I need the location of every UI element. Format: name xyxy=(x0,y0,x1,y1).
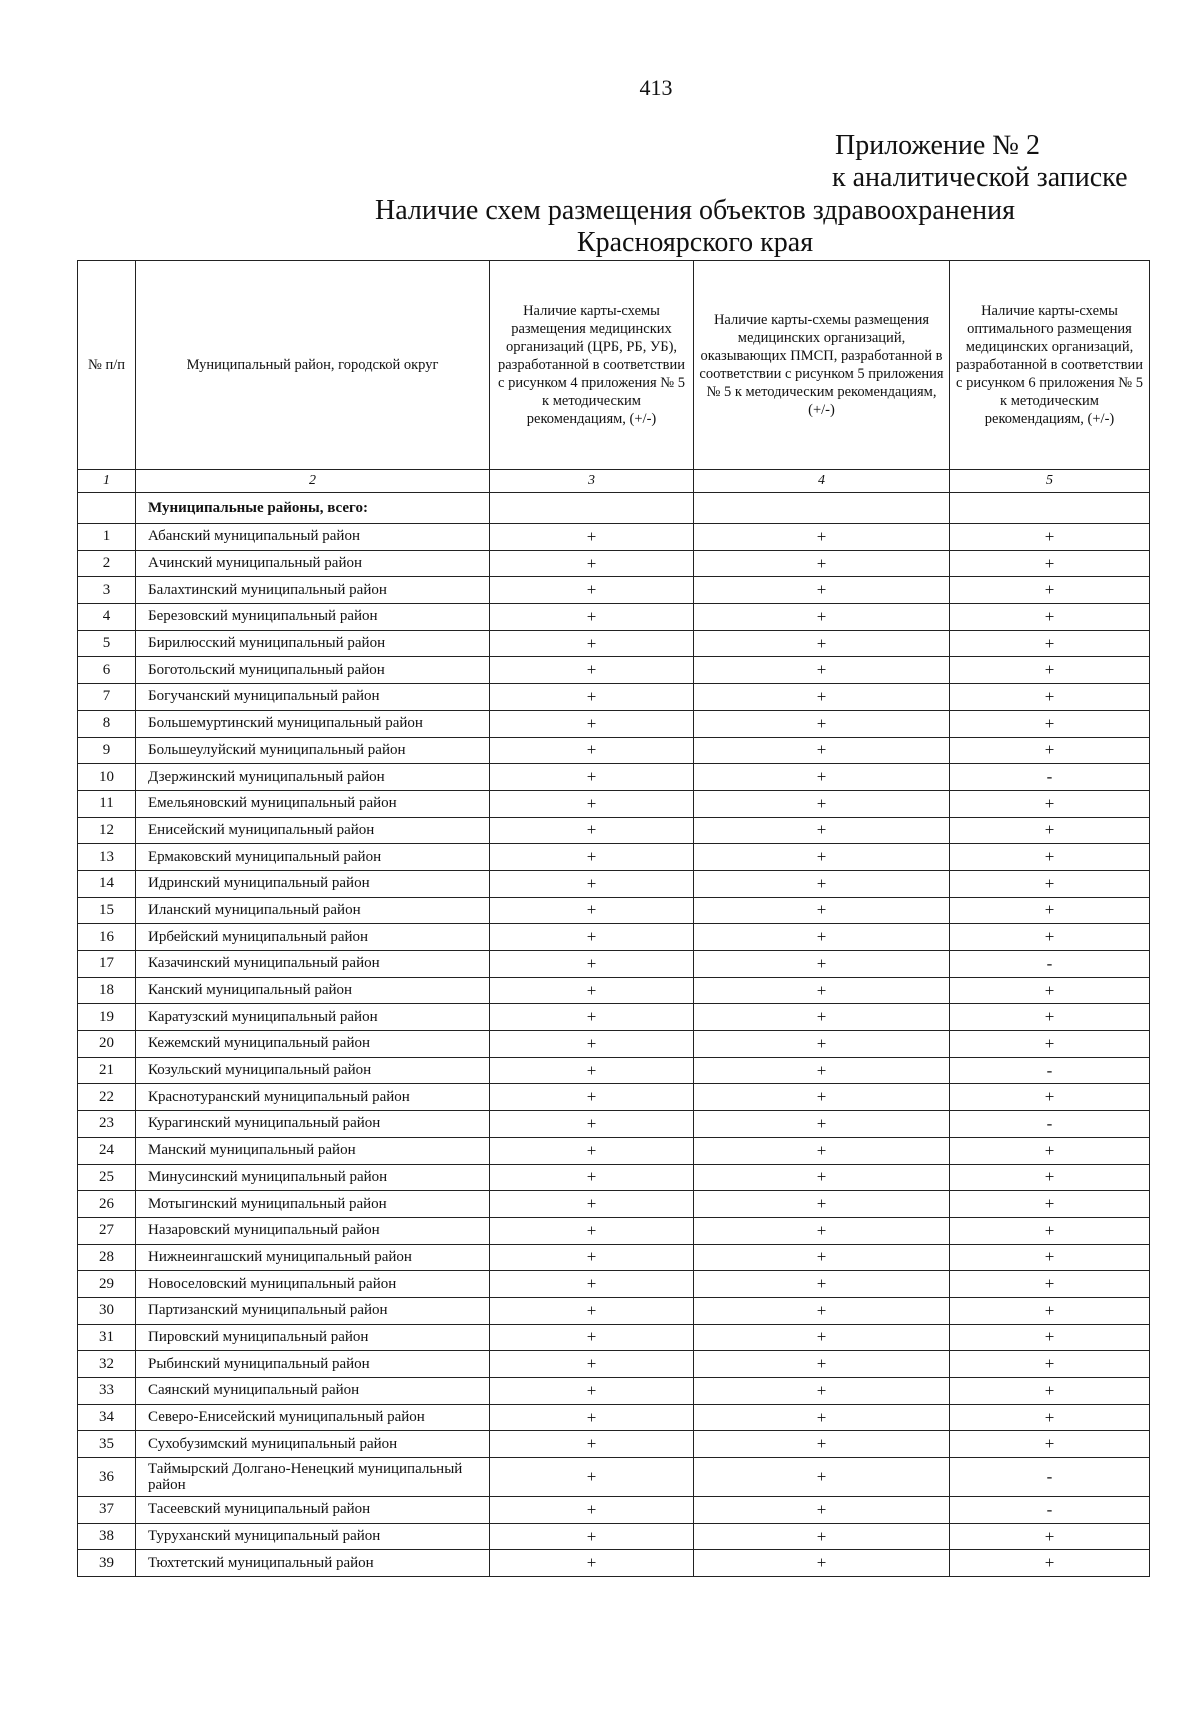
map-scheme-crb-status: + xyxy=(490,1057,694,1084)
appendix-number: Приложение № 2 xyxy=(835,130,1040,161)
municipality-name: Назаровский муниципальный район xyxy=(136,1217,490,1244)
map-scheme-optimal-status: + xyxy=(950,1244,1150,1271)
table-row xyxy=(78,604,1150,631)
table-row xyxy=(78,1191,1150,1218)
table-row xyxy=(78,1244,1150,1271)
map-scheme-pmsp-status: + xyxy=(694,1057,950,1084)
map-scheme-optimal-status: + xyxy=(950,897,1150,924)
column-index: 5 xyxy=(950,470,1150,493)
map-scheme-pmsp-status: + xyxy=(694,897,950,924)
municipality-name: Ермаковский муниципальный район xyxy=(136,844,490,871)
map-scheme-pmsp-status: + xyxy=(694,1378,950,1405)
map-scheme-crb-status: + xyxy=(490,737,694,764)
municipality-name: Козульский муниципальный район xyxy=(136,1057,490,1084)
map-scheme-optimal-status: - xyxy=(950,1111,1150,1138)
row-number: 3 xyxy=(78,577,136,604)
map-scheme-pmsp-status: + xyxy=(694,1111,950,1138)
map-scheme-crb-status: + xyxy=(490,764,694,791)
table-row xyxy=(78,1550,1150,1577)
table-row xyxy=(78,1111,1150,1138)
data-table xyxy=(77,260,1150,1577)
map-scheme-pmsp-status: + xyxy=(694,1137,950,1164)
map-scheme-pmsp-status: + xyxy=(694,1217,950,1244)
municipality-name: Абанский муниципальный район xyxy=(136,524,490,551)
row-number: 15 xyxy=(78,897,136,924)
map-scheme-pmsp-status: + xyxy=(694,1523,950,1550)
map-scheme-crb-status: + xyxy=(490,1458,694,1497)
map-scheme-optimal-status: + xyxy=(950,1324,1150,1351)
municipality-name: Боготольский муниципальный район xyxy=(136,657,490,684)
map-scheme-pmsp-status: + xyxy=(694,1404,950,1431)
row-number: 13 xyxy=(78,844,136,871)
map-scheme-pmsp-status: + xyxy=(694,951,950,978)
map-scheme-crb-status: + xyxy=(490,817,694,844)
map-scheme-optimal-status: + xyxy=(950,1431,1150,1458)
map-scheme-optimal-status: - xyxy=(950,951,1150,978)
municipality-name: Северо-Енисейский муниципальный район xyxy=(136,1404,490,1431)
table-row xyxy=(78,977,1150,1004)
table-row xyxy=(78,1004,1150,1031)
table-row xyxy=(78,577,1150,604)
map-scheme-crb-status: + xyxy=(490,870,694,897)
row-number: 30 xyxy=(78,1297,136,1324)
table-row xyxy=(78,924,1150,951)
municipality-name: Сухобузимский муниципальный район xyxy=(136,1431,490,1458)
map-scheme-crb-status: + xyxy=(490,1297,694,1324)
map-scheme-pmsp-status: + xyxy=(694,1324,950,1351)
municipality-name: Туруханский муниципальный район xyxy=(136,1523,490,1550)
municipality-name: Манский муниципальный район xyxy=(136,1137,490,1164)
map-scheme-optimal-status: + xyxy=(950,1404,1150,1431)
map-scheme-pmsp-status: + xyxy=(694,1351,950,1378)
map-scheme-crb-status: + xyxy=(490,1431,694,1458)
map-scheme-pmsp-status: + xyxy=(694,1084,950,1111)
map-scheme-optimal-status: + xyxy=(950,844,1150,871)
map-scheme-crb-status: + xyxy=(490,1137,694,1164)
map-scheme-pmsp-status: + xyxy=(694,1191,950,1218)
municipality-name: Саянский муниципальный район xyxy=(136,1378,490,1405)
table-row xyxy=(78,764,1150,791)
table-row xyxy=(78,1084,1150,1111)
table-row xyxy=(78,1523,1150,1550)
map-scheme-crb-status: + xyxy=(490,1004,694,1031)
map-scheme-optimal-status: + xyxy=(950,550,1150,577)
table-row xyxy=(78,1297,1150,1324)
municipality-name: Нижнеингашский муниципальный район xyxy=(136,1244,490,1271)
map-scheme-optimal-status: + xyxy=(950,1271,1150,1298)
table-row xyxy=(78,790,1150,817)
municipality-name: Таймырский Долгано-Ненецкий муниципальный район xyxy=(136,1458,490,1497)
table-row xyxy=(78,657,1150,684)
row-number: 27 xyxy=(78,1217,136,1244)
municipality-name: Идринский муниципальный район xyxy=(136,870,490,897)
table-row xyxy=(78,817,1150,844)
map-scheme-optimal-status: + xyxy=(950,1004,1150,1031)
map-scheme-crb-status: + xyxy=(490,844,694,871)
map-scheme-crb-status: + xyxy=(490,897,694,924)
map-scheme-crb-status: + xyxy=(490,1378,694,1405)
header-map-scheme-optimal: Наличие карты-схемы оптимального размещения медицинских организаций, разработанной в соответствии с рисунком 6 приложения № 5 к методическим рекомендациям, (+/-) xyxy=(950,261,1150,470)
map-scheme-optimal-status: + xyxy=(950,710,1150,737)
map-scheme-optimal-status: + xyxy=(950,524,1150,551)
table-row xyxy=(78,1458,1150,1497)
map-scheme-pmsp-status: + xyxy=(694,1431,950,1458)
row-number: 24 xyxy=(78,1137,136,1164)
row-number: 34 xyxy=(78,1404,136,1431)
map-scheme-optimal-status: + xyxy=(950,977,1150,1004)
table-row xyxy=(78,951,1150,978)
table-row xyxy=(78,870,1150,897)
map-scheme-optimal-status: + xyxy=(950,924,1150,951)
table-row xyxy=(78,1137,1150,1164)
table-row xyxy=(78,737,1150,764)
table-row xyxy=(78,1431,1150,1458)
row-number: 29 xyxy=(78,1271,136,1298)
row-number: 28 xyxy=(78,1244,136,1271)
map-scheme-pmsp-status: + xyxy=(694,1004,950,1031)
section-empty-cell xyxy=(950,493,1150,524)
map-scheme-optimal-status: + xyxy=(950,790,1150,817)
map-scheme-crb-status: + xyxy=(490,1404,694,1431)
map-scheme-crb-status: + xyxy=(490,951,694,978)
map-scheme-pmsp-status: + xyxy=(694,604,950,631)
row-number: 39 xyxy=(78,1550,136,1577)
map-scheme-crb-status: + xyxy=(490,1031,694,1058)
map-scheme-pmsp-status: + xyxy=(694,844,950,871)
row-number: 17 xyxy=(78,951,136,978)
map-scheme-optimal-status: - xyxy=(950,1458,1150,1497)
row-number: 26 xyxy=(78,1191,136,1218)
municipality-name: Партизанский муниципальный район xyxy=(136,1297,490,1324)
map-scheme-optimal-status: + xyxy=(950,577,1150,604)
table-row xyxy=(78,630,1150,657)
map-scheme-pmsp-status: + xyxy=(694,550,950,577)
row-number: 18 xyxy=(78,977,136,1004)
map-scheme-pmsp-status: + xyxy=(694,657,950,684)
municipality-name: Ирбейский муниципальный район xyxy=(136,924,490,951)
map-scheme-pmsp-status: + xyxy=(694,577,950,604)
map-scheme-optimal-status: + xyxy=(950,1031,1150,1058)
map-scheme-optimal-status: + xyxy=(950,817,1150,844)
map-scheme-crb-status: + xyxy=(490,924,694,951)
map-scheme-optimal-status: - xyxy=(950,1497,1150,1524)
municipality-name: Пировский муниципальный район xyxy=(136,1324,490,1351)
map-scheme-pmsp-status: + xyxy=(694,870,950,897)
map-scheme-optimal-status: + xyxy=(950,684,1150,711)
map-scheme-crb-status: + xyxy=(490,1523,694,1550)
map-scheme-optimal-status: + xyxy=(950,1550,1150,1577)
row-number: 22 xyxy=(78,1084,136,1111)
municipality-name: Березовский муниципальный район xyxy=(136,604,490,631)
map-scheme-pmsp-status: + xyxy=(694,817,950,844)
map-scheme-optimal-status: + xyxy=(950,1297,1150,1324)
column-index: 2 xyxy=(136,470,490,493)
table-row xyxy=(78,1324,1150,1351)
map-scheme-pmsp-status: + xyxy=(694,630,950,657)
municipality-name: Краснотуранский муниципальный район xyxy=(136,1084,490,1111)
row-number: 19 xyxy=(78,1004,136,1031)
map-scheme-crb-status: + xyxy=(490,1191,694,1218)
map-scheme-crb-status: + xyxy=(490,1217,694,1244)
municipality-name: Богучанский муниципальный район xyxy=(136,684,490,711)
map-scheme-crb-status: + xyxy=(490,977,694,1004)
municipality-name: Балахтинский муниципальный район xyxy=(136,577,490,604)
map-scheme-crb-status: + xyxy=(490,1351,694,1378)
municipality-name: Енисейский муниципальный район xyxy=(136,817,490,844)
column-index: 4 xyxy=(694,470,950,493)
map-scheme-optimal-status: - xyxy=(950,764,1150,791)
map-scheme-crb-status: + xyxy=(490,1497,694,1524)
map-scheme-crb-status: + xyxy=(490,657,694,684)
table-row xyxy=(78,1031,1150,1058)
row-number: 25 xyxy=(78,1164,136,1191)
municipality-name: Большеулуйский муниципальный район xyxy=(136,737,490,764)
row-number: 31 xyxy=(78,1324,136,1351)
row-number: 11 xyxy=(78,790,136,817)
map-scheme-crb-status: + xyxy=(490,604,694,631)
section-title: Муниципальные районы, всего: xyxy=(136,493,490,524)
row-number: 21 xyxy=(78,1057,136,1084)
page-number: 413 xyxy=(639,75,673,100)
municipality-name: Казачинский муниципальный район xyxy=(136,951,490,978)
municipality-name: Дзержинский муниципальный район xyxy=(136,764,490,791)
map-scheme-pmsp-status: + xyxy=(694,1164,950,1191)
table-row xyxy=(78,1164,1150,1191)
row-number: 6 xyxy=(78,657,136,684)
table-row xyxy=(78,1404,1150,1431)
row-number: 10 xyxy=(78,764,136,791)
municipality-name: Канский муниципальный район xyxy=(136,977,490,1004)
table-row xyxy=(78,550,1150,577)
column-index-row xyxy=(78,470,1150,493)
row-number: 8 xyxy=(78,710,136,737)
map-scheme-crb-status: + xyxy=(490,1271,694,1298)
row-number: 36 xyxy=(78,1458,136,1497)
header-municipality: Муниципальный район, городской округ xyxy=(136,261,490,470)
map-scheme-crb-status: + xyxy=(490,1550,694,1577)
municipality-name: Большемуртинский муниципальный район xyxy=(136,710,490,737)
table-row xyxy=(78,1217,1150,1244)
municipality-name: Ачинский муниципальный район xyxy=(136,550,490,577)
table-row xyxy=(78,684,1150,711)
header-number: № п/п xyxy=(78,261,136,470)
map-scheme-pmsp-status: + xyxy=(694,1297,950,1324)
map-scheme-pmsp-status: + xyxy=(694,1458,950,1497)
municipality-name: Бирилюсский муниципальный район xyxy=(136,630,490,657)
map-scheme-crb-status: + xyxy=(490,1084,694,1111)
section-empty-cell xyxy=(490,493,694,524)
map-scheme-pmsp-status: + xyxy=(694,1031,950,1058)
map-scheme-pmsp-status: + xyxy=(694,737,950,764)
row-number: 16 xyxy=(78,924,136,951)
map-scheme-optimal-status: + xyxy=(950,1084,1150,1111)
map-scheme-pmsp-status: + xyxy=(694,924,950,951)
map-scheme-optimal-status: + xyxy=(950,1217,1150,1244)
table-row xyxy=(78,710,1150,737)
row-number: 5 xyxy=(78,630,136,657)
row-number: 12 xyxy=(78,817,136,844)
section-empty-cell xyxy=(78,493,136,524)
row-number: 14 xyxy=(78,870,136,897)
map-scheme-optimal-status: + xyxy=(950,604,1150,631)
table-row xyxy=(78,844,1150,871)
row-number: 20 xyxy=(78,1031,136,1058)
map-scheme-pmsp-status: + xyxy=(694,1497,950,1524)
map-scheme-crb-status: + xyxy=(490,1164,694,1191)
map-scheme-optimal-status: + xyxy=(950,1191,1150,1218)
municipality-name: Иланский муниципальный район xyxy=(136,897,490,924)
map-scheme-optimal-status: + xyxy=(950,1351,1150,1378)
map-scheme-pmsp-status: + xyxy=(694,524,950,551)
municipality-name: Каратузский муниципальный район xyxy=(136,1004,490,1031)
column-index: 3 xyxy=(490,470,694,493)
map-scheme-crb-status: + xyxy=(490,524,694,551)
table-row xyxy=(78,1378,1150,1405)
table-row xyxy=(78,524,1150,551)
row-number: 9 xyxy=(78,737,136,764)
header-map-scheme-crb: Наличие карты-схемы размещения медицинских организаций (ЦРБ, РБ, УБ), разработанной в соответствии с рисунком 4 приложения № 5 к методическим рекомендациям, (+/-) xyxy=(490,261,694,470)
map-scheme-crb-status: + xyxy=(490,684,694,711)
map-scheme-pmsp-status: + xyxy=(694,1271,950,1298)
map-scheme-crb-status: + xyxy=(490,790,694,817)
table-row xyxy=(78,1497,1150,1524)
map-scheme-crb-status: + xyxy=(490,710,694,737)
map-scheme-pmsp-status: + xyxy=(694,1244,950,1271)
map-scheme-optimal-status: + xyxy=(950,1378,1150,1405)
map-scheme-pmsp-status: + xyxy=(694,684,950,711)
map-scheme-crb-status: + xyxy=(490,1111,694,1138)
row-number: 32 xyxy=(78,1351,136,1378)
municipality-name: Курагинский муниципальный район xyxy=(136,1111,490,1138)
table-row xyxy=(78,1351,1150,1378)
table-row xyxy=(78,1057,1150,1084)
row-number: 4 xyxy=(78,604,136,631)
municipality-name: Тюхтетский муниципальный район xyxy=(136,1550,490,1577)
row-number: 1 xyxy=(78,524,136,551)
map-scheme-crb-status: + xyxy=(490,550,694,577)
map-scheme-pmsp-status: + xyxy=(694,790,950,817)
map-scheme-optimal-status: + xyxy=(950,870,1150,897)
map-scheme-optimal-status: + xyxy=(950,737,1150,764)
map-scheme-optimal-status: + xyxy=(950,657,1150,684)
row-number: 23 xyxy=(78,1111,136,1138)
row-number: 7 xyxy=(78,684,136,711)
map-scheme-pmsp-status: + xyxy=(694,1550,950,1577)
map-scheme-crb-status: + xyxy=(490,577,694,604)
municipality-name: Новоселовский муниципальный район xyxy=(136,1271,490,1298)
table-header-row xyxy=(78,261,1150,470)
map-scheme-crb-status: + xyxy=(490,630,694,657)
section-empty-cell xyxy=(694,493,950,524)
table-row xyxy=(78,897,1150,924)
row-number: 33 xyxy=(78,1378,136,1405)
section-row xyxy=(78,493,1150,524)
municipality-name: Тасеевский муниципальный район xyxy=(136,1497,490,1524)
map-scheme-optimal-status: + xyxy=(950,1164,1150,1191)
map-scheme-pmsp-status: + xyxy=(694,710,950,737)
map-scheme-optimal-status: - xyxy=(950,1057,1150,1084)
municipality-name: Минусинский муниципальный район xyxy=(136,1164,490,1191)
municipality-name: Кежемский муниципальный район xyxy=(136,1031,490,1058)
row-number: 37 xyxy=(78,1497,136,1524)
document-title: Наличие схем размещения объектов здравоохранения Красноярского края xyxy=(375,195,1015,258)
table-row xyxy=(78,1271,1150,1298)
column-index: 1 xyxy=(78,470,136,493)
map-scheme-pmsp-status: + xyxy=(694,764,950,791)
map-scheme-pmsp-status: + xyxy=(694,977,950,1004)
row-number: 35 xyxy=(78,1431,136,1458)
appendix-label xyxy=(832,130,1128,194)
appendix-reference: к аналитической записке xyxy=(832,162,1128,193)
row-number: 2 xyxy=(78,550,136,577)
municipality-name: Емельяновский муниципальный район xyxy=(136,790,490,817)
map-scheme-optimal-status: + xyxy=(950,1523,1150,1550)
map-scheme-crb-status: + xyxy=(490,1244,694,1271)
municipality-name: Мотыгинский муниципальный район xyxy=(136,1191,490,1218)
map-scheme-crb-status: + xyxy=(490,1324,694,1351)
map-scheme-optimal-status: + xyxy=(950,630,1150,657)
municipality-name: Рыбинский муниципальный район xyxy=(136,1351,490,1378)
map-scheme-optimal-status: + xyxy=(950,1137,1150,1164)
header-map-scheme-pmsp: Наличие карты-схемы размещения медицинских организаций, оказывающих ПМСП, разработанной в соответствии с рисунком 5 приложения № 5 к методическим рекомендациям, (+/-) xyxy=(694,261,950,470)
row-number: 38 xyxy=(78,1523,136,1550)
